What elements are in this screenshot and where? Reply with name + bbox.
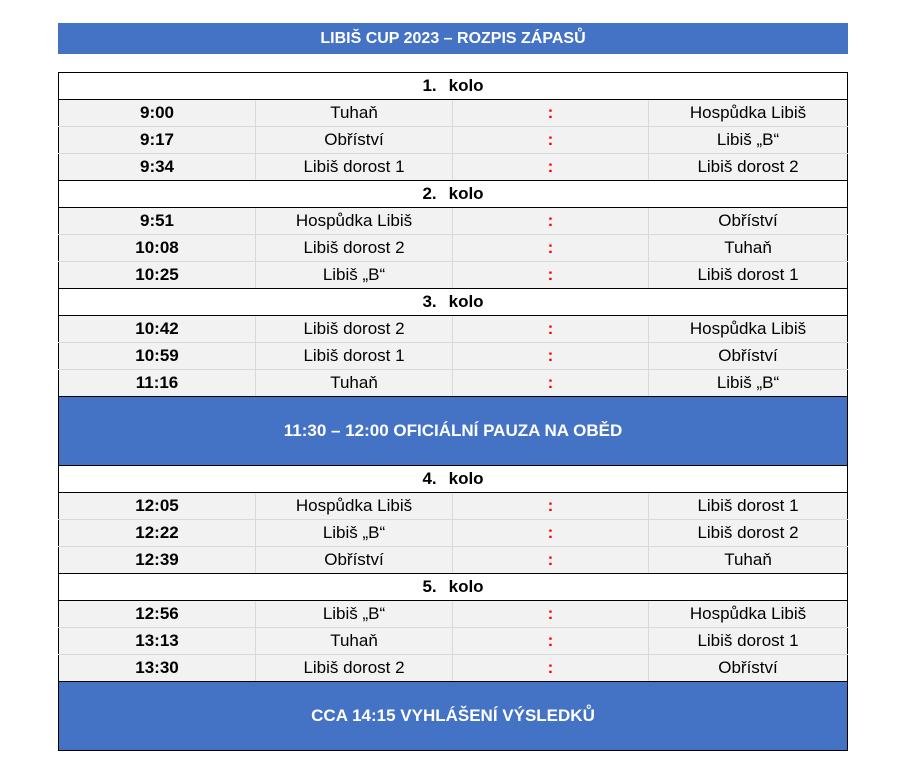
- score-separator: :: [453, 547, 649, 574]
- match-row: [59, 127, 848, 154]
- match-row: [59, 601, 848, 628]
- match-row: [59, 628, 848, 655]
- home-team: Obříství: [256, 547, 453, 574]
- match-row: [59, 154, 848, 181]
- match-row: [59, 370, 848, 397]
- match-time: 13:13: [59, 628, 256, 655]
- round-header: [59, 181, 848, 208]
- results-announcement-text: CCA 14:15 VYHLÁŠENÍ VÝSLEDKŮ: [59, 682, 848, 751]
- match-row: [59, 343, 848, 370]
- match-time: 13:30: [59, 655, 256, 682]
- home-team: Libiš dorost 1: [256, 154, 453, 181]
- away-team: Hospůdka Libiš: [649, 601, 848, 628]
- home-team: Obříství: [256, 127, 453, 154]
- score-separator: :: [453, 601, 649, 628]
- home-team: Libiš „B“: [256, 262, 453, 289]
- round-label: kolo: [448, 577, 484, 596]
- match-time: 11:16: [59, 370, 256, 397]
- lunch-break-banner: [59, 397, 848, 466]
- match-time: 10:59: [59, 343, 256, 370]
- away-team: Libiš dorost 1: [649, 262, 848, 289]
- match-time: 12:56: [59, 601, 256, 628]
- round-label: kolo: [448, 292, 484, 311]
- score-separator: :: [453, 493, 649, 520]
- away-team: Libiš dorost 1: [649, 628, 848, 655]
- results-banner: [59, 682, 848, 751]
- match-row: [59, 208, 848, 235]
- match-time: 12:22: [59, 520, 256, 547]
- home-team: Tuhaň: [256, 628, 453, 655]
- round-number: 2.: [422, 184, 437, 203]
- match-row: [59, 520, 848, 547]
- round-number: 3.: [422, 292, 437, 311]
- match-row: [59, 262, 848, 289]
- round-number: 4.: [422, 469, 437, 488]
- score-separator: :: [453, 154, 649, 181]
- home-team: Hospůdka Libiš: [256, 493, 453, 520]
- round-header: [59, 574, 848, 601]
- score-separator: :: [453, 262, 649, 289]
- round-number: 5.: [422, 577, 437, 596]
- match-row: [59, 547, 848, 574]
- home-team: Libiš dorost 1: [256, 343, 453, 370]
- score-separator: :: [453, 520, 649, 547]
- away-team: Libiš „B“: [649, 370, 848, 397]
- match-time: 12:39: [59, 547, 256, 574]
- away-team: Libiš dorost 2: [649, 154, 848, 181]
- match-time: 9:17: [59, 127, 256, 154]
- match-time: 9:00: [59, 100, 256, 127]
- away-team: Obříství: [649, 655, 848, 682]
- round-label: kolo: [448, 76, 484, 95]
- away-team: Obříství: [649, 343, 848, 370]
- away-team: Obříství: [649, 208, 848, 235]
- score-separator: :: [453, 343, 649, 370]
- round-label: kolo: [448, 469, 484, 488]
- away-team: Hospůdka Libiš: [649, 316, 848, 343]
- score-separator: :: [453, 316, 649, 343]
- match-time: 9:34: [59, 154, 256, 181]
- match-time: 12:05: [59, 493, 256, 520]
- score-separator: :: [453, 127, 649, 154]
- home-team: Libiš „B“: [256, 520, 453, 547]
- lunch-break-text: 11:30 – 12:00 OFICIÁLNÍ PAUZA NA OBĚD: [59, 397, 848, 466]
- match-time: 10:25: [59, 262, 256, 289]
- home-team: Libiš dorost 2: [256, 655, 453, 682]
- round-header: [59, 466, 848, 493]
- match-schedule-table: [58, 72, 848, 751]
- match-row: [59, 100, 848, 127]
- away-team: Tuhaň: [649, 235, 848, 262]
- away-team: Libiš dorost 2: [649, 520, 848, 547]
- score-separator: :: [453, 208, 649, 235]
- home-team: Libiš „B“: [256, 601, 453, 628]
- home-team: Tuhaň: [256, 100, 453, 127]
- match-row: [59, 316, 848, 343]
- match-row: [59, 235, 848, 262]
- home-team: Tuhaň: [256, 370, 453, 397]
- away-team: Tuhaň: [649, 547, 848, 574]
- match-time: 10:08: [59, 235, 256, 262]
- score-separator: :: [453, 370, 649, 397]
- away-team: Libiš dorost 1: [649, 493, 848, 520]
- score-separator: :: [453, 628, 649, 655]
- away-team: Libiš „B“: [649, 127, 848, 154]
- round-header: [59, 73, 848, 100]
- match-time: 9:51: [59, 208, 256, 235]
- score-separator: :: [453, 235, 649, 262]
- schedule-title: LIBIŠ CUP 2023 – ROZPIS ZÁPASŮ: [58, 23, 848, 54]
- home-team: Libiš dorost 2: [256, 316, 453, 343]
- round-label: kolo: [448, 184, 484, 203]
- match-row: [59, 655, 848, 682]
- round-number: 1.: [422, 76, 437, 95]
- score-separator: :: [453, 100, 649, 127]
- home-team: Hospůdka Libiš: [256, 208, 453, 235]
- match-time: 10:42: [59, 316, 256, 343]
- round-header: [59, 289, 848, 316]
- match-row: [59, 493, 848, 520]
- home-team: Libiš dorost 2: [256, 235, 453, 262]
- away-team: Hospůdka Libiš: [649, 100, 848, 127]
- score-separator: :: [453, 655, 649, 682]
